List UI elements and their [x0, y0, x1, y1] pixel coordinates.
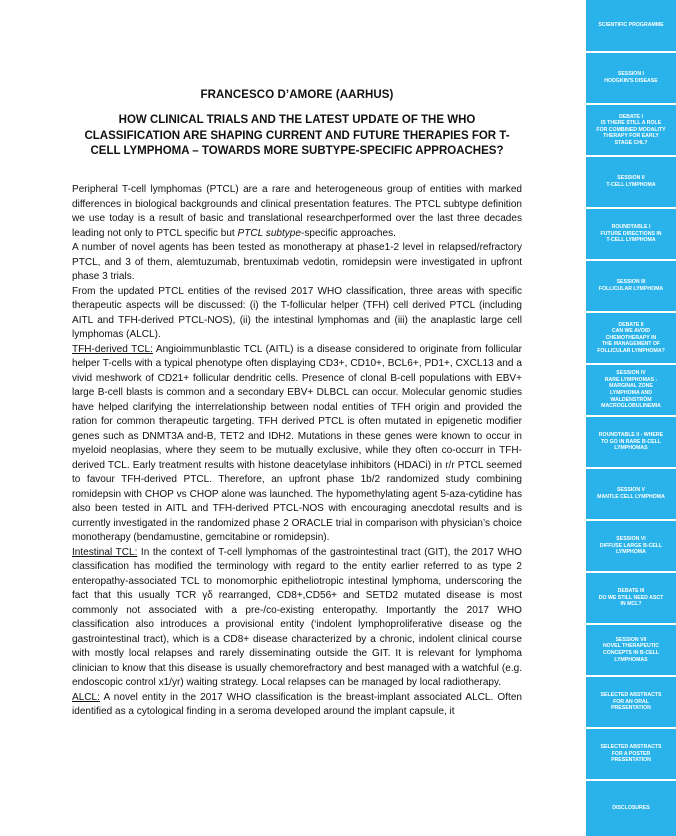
sidebar-nav-item[interactable]: [586, 105, 676, 155]
sidebar-nav-label: SESSION IV: [616, 370, 646, 377]
sidebar-nav-label: ROUNDTABLE I: [611, 224, 651, 231]
paragraph: [72, 343, 522, 546]
sidebar-nav-label: DEBATE I: [619, 113, 643, 120]
sidebar-nav-label: LYMPHOMA AND: [609, 390, 653, 396]
sidebar-nav-label: SESSION II: [617, 175, 645, 182]
sidebar-nav-label: SCIENTIFIC PROGRAMME: [598, 22, 664, 29]
sidebar-nav-label: NOVEL THERAPEUTIC: [602, 643, 660, 650]
section-lead: ALCL:: [72, 691, 100, 703]
sidebar-nav-label: DISCLOSURES: [612, 805, 650, 812]
sidebar-nav-label: CONCEPTS IN B-CELL: [603, 650, 659, 656]
sidebar-nav-item[interactable]: [586, 53, 676, 103]
sidebar-nav-label: ROUNDTABLE II - WHERE: [598, 432, 664, 439]
sidebar-nav-item[interactable]: [586, 365, 676, 415]
sidebar-nav-item[interactable]: [586, 521, 676, 571]
sidebar-nav-label: LYMPHOMAS: [614, 445, 648, 452]
abstract-body: [72, 183, 522, 720]
document-title: HOW CLINICAL TRIALS AND THE LATEST UPDATE OF THE WHO CLASSIFICATION ARE SHAPING CURRENT AND FUTURE THERAPIES FOR T-CELL LYMPHOMA – TOWARDS MORE SUBTYPE-SPECIFIC APPROACHES?: [84, 114, 510, 158]
paragraph: [72, 691, 522, 720]
sidebar-nav-label: FOR COMBINED MODALITY: [596, 126, 666, 133]
sidebar-nav-label: THERAPY FOR EARLY: [603, 133, 659, 140]
sidebar-nav-item[interactable]: [586, 625, 676, 675]
sidebar-nav-label: SELECTED ABSTRACTS: [600, 744, 662, 751]
paragraph: [72, 183, 522, 241]
sidebar-nav-label: FOR AN ORAL: [613, 698, 649, 705]
sidebar-nav-label: DIFFUSE LARGE B-CELL: [599, 542, 663, 549]
sidebar-nav-label: MANTLE CELL LYMPHOMA: [597, 494, 665, 500]
sidebar-nav-label: PRESENTATION: [611, 705, 651, 712]
sidebar-nav-item[interactable]: [586, 469, 676, 519]
sidebar-nav-label: FOR A POSTER: [611, 750, 651, 757]
paragraph: A number of novel agents has been tested as monotherapy at phase1-2 level in relapsed/refractory PTCL, and 3 of them, alemtuzumab, brentuximab vedotin, romidepsin were investigated in upfront phase 3 trials.: [72, 242, 522, 282]
sidebar-nav-item[interactable]: [586, 209, 676, 259]
sidebar-nav-label: FOLLICULAR LYMPHOMA: [598, 286, 664, 292]
sidebar-nav-label: CHEMOTHERAPY IN: [605, 334, 657, 341]
sidebar-nav-item[interactable]: [586, 781, 676, 836]
sidebar-nav-label: SELECTED ABSTRACTS: [600, 692, 662, 699]
sidebar-nav-item[interactable]: [586, 0, 676, 51]
sidebar-nav-label: IS THERE STILL A ROLE: [600, 120, 662, 127]
sidebar-nav-item[interactable]: [586, 417, 676, 467]
sidebar-nav-label: MARGINAL ZONE: [609, 383, 653, 390]
author-heading: FRANCESCO D’AMORE (AARHUS): [200, 89, 394, 101]
sidebar-nav-label: T-CELL LYMPHOMA: [606, 182, 656, 188]
section-lead: Intestinal TCL:: [72, 546, 138, 558]
sidebar-nav-label: SESSION VI: [616, 536, 646, 543]
sidebar-nav-label: PRESENTATION: [611, 757, 651, 764]
sidebar-nav-label: T-CELL LYMPHOMA: [606, 237, 656, 244]
section-lead: TFH-derived TCL:: [72, 343, 153, 355]
sidebar-nav-label: SESSION I: [618, 71, 644, 78]
sidebar-nav-item[interactable]: [586, 157, 676, 207]
sidebar-nav-label: FOLLICULAR LYMPHOMA?: [597, 347, 665, 354]
sidebar-nav-label: SESSION V: [617, 487, 645, 494]
sidebar-nav-label: SESSION VII: [615, 636, 647, 643]
sidebar-nav-label: WALDENSTRÖM: [610, 396, 652, 403]
sidebar-nav-label: MACROGLOBULINEMIA: [601, 403, 661, 410]
sidebar-nav-label: THE MANAGEMENT OF: [601, 341, 661, 348]
sidebar-nav-label: DEBATE III: [617, 588, 645, 595]
sidebar-nav-label: LYMPHOMAS: [614, 656, 648, 663]
paragraph: From the updated PTCL entities of the revised 2017 WHO classification, three areas with specific therapeutic aspects will be discussed: (i) the T-follicular helper (TFH) cell derived PTCL (including AITL and TFH-derived PTCL-NOS), (ii) the intestinal lymphomas and (iii) the anaplastic large cell lymphomas (ALCL).: [72, 285, 522, 340]
paragraph-text: -specific approaches.: [300, 227, 396, 239]
sidebar-nav-label: IN MCL?: [620, 601, 642, 608]
sidebar-nav-label: DO WE STILL NEED ASCT: [598, 594, 664, 601]
sidebar-nav-label: FUTURE DIRECTIONS IN: [600, 230, 662, 237]
sidebar-nav-item[interactable]: [586, 261, 676, 311]
paragraph: [72, 546, 522, 691]
paragraph-text: Peripheral T-cell lymphomas (PTCL) are a rare and heterogeneous group of entities with marked differences in biological backgrounds and clinical presentation features. The PTCL subtype definition we use today is a result of basic and translational researchperformed over the last three decades leading not only to PTCL specific but: [72, 184, 522, 239]
sidebar-nav-item[interactable]: [586, 677, 676, 727]
paragraph-text: In the context of T-cell lymphomas of the gastrointestinal tract (GIT), the 2017 WHO classification has modified the terminology with regard to the entity earlier referred to as type 2 enteropathy-associated TCL to monomorphic epitheliotropic intestinal lymphoma, underscoring the fact that this usually TCR γδ rearranged, CD8+,CD56+ and SETD2 mutated disease is most commonly not associated with a pre-/co-existing enteropathy. Importantly the 2017 WHO classification also introduces a provisional entity (‘indolent lymphoproliferative disease og the gastrointestinal tract), which is a CD8+ disease characterized by a chronic, indolent clinical course with mostly local relapses and rarely disseminating outside the GIT. It is relevant for lymphoma clinician to know that this disease is usually chemorefractory and best managed with a watchful (e.g. endoscopic control x1/yr) waiting strategy. Local relapses can be managed by local radiotherapy.: [72, 546, 522, 688]
sidebar-nav-item[interactable]: [586, 729, 676, 779]
sidebar-nav-label: CAN WE AVOID: [611, 328, 651, 335]
sidebar-nav-label: TO GO IN RARE B-CELL: [601, 438, 661, 445]
sidebar-nav-item[interactable]: [586, 313, 676, 363]
sidebar-nav-label: LYMPHOMA: [616, 549, 646, 556]
sidebar-nav-label: HODGKIN'S DISEASE: [604, 78, 658, 84]
sidebar-nav-label: STAGE CHL?: [614, 139, 648, 146]
emphasis-text: PTCL subtype: [237, 227, 301, 239]
sidebar-nav-label: RARE LYMPHOMAS -: [604, 376, 658, 383]
paragraph-text: Angioimmunblastic TCL (AITL) is a disease considered to originate from follicular helper T-cells with a typical phenotype often displaying CD3+, CD10+, BCL6+, PD1+, CXCL13 and a vivid meshwork of CD21+ follicular dendritic cells. Presence of clonal B-cell populations with EBV+ large B-cell blasts is common and a secondary EBV+ DLBCL can occur. Molecular genomic studies have helped clarifying the interrelationship between nodal entities of TFH origin and provided the ration for common therapeutic targeting. TFH derived PTCL is often mutated in epigenetic modifier genes such as DNMT3A and-B, TET2 and IDH2. Mutations in these genes were known to occur in myeloid neoplasias, where they seem to be mutually exclusive, while they often co-occurr in TFH-derived TCL. Early treatment results with histone deacetylase inhibitors (HDACi) in r/r PTCL seemed to favour TFH-derived PTCL. Therefore, an upfront phase 1b/2 randomized study combining romidepsin with CHOP vs CHOP alone was launched. The hypomethylating agent 5-aza-cytidine has also been tested in AITL and TFH-derived PTCL-NOS with encouraging anecdotal results and is currently investigated in the randomized phase 2 ORACLE trial in comparison with physician’s choice monotherapy (bendamustine, gemcitabine or romidepsin).: [72, 343, 522, 543]
sidebar-nav-label: SESSION III: [616, 279, 646, 286]
program-sidebar: [586, 0, 676, 836]
sidebar-nav-label: DEBATE II: [618, 321, 644, 328]
sidebar-nav-item[interactable]: [586, 573, 676, 623]
paragraph-text: A novel entity in the 2017 WHO classification is the breast-implant associated ALCL. Often identified as a cytological finding in a seroma developed around the implant capsule, it: [72, 691, 522, 717]
